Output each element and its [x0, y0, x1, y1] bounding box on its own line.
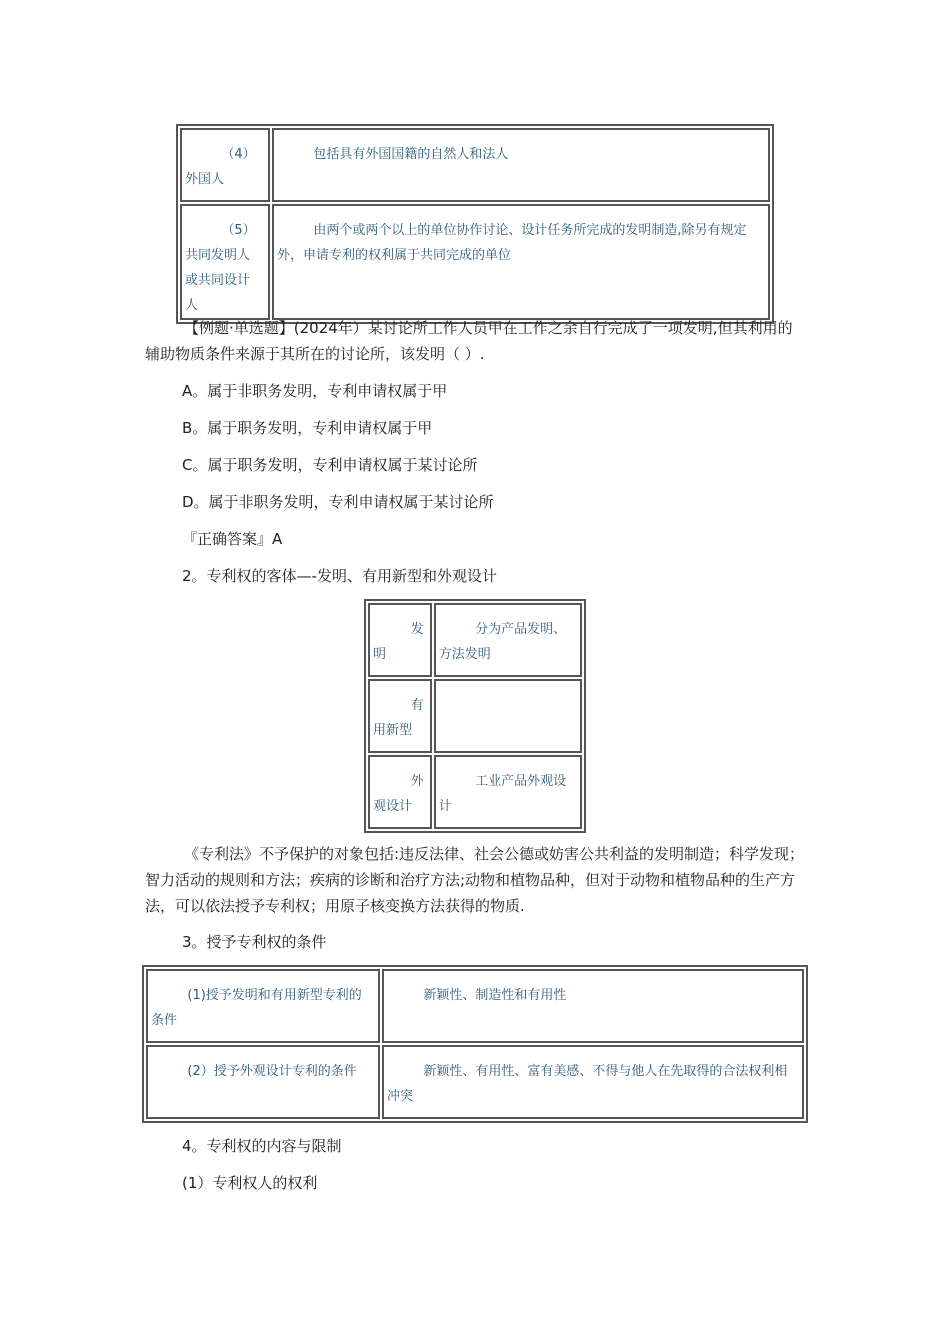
row-description — [434, 679, 582, 753]
row-label: (2）授予外观设计专利的条件 — [146, 1045, 380, 1119]
option-a: A。属于非职务发明，专利申请权属于甲 — [182, 382, 448, 400]
row-label: 外观设计 — [368, 755, 432, 829]
row-label: 有用新型 — [368, 679, 432, 753]
table-row — [180, 204, 770, 320]
question-stem: 【例题·单选题】(2024年）某讨论所工作人员甲在工作之余自行完成了一项发明,但其利用的辅助物质条件来源于其所在的讨论所，该发明（ ）. — [145, 319, 793, 363]
option-d: D。属于非职务发明，专利申请权属于某讨论所 — [182, 493, 494, 511]
table-row — [180, 128, 770, 202]
row-description: 由两个或两个以上的单位协作讨论、设计任务所完成的发明制造,除另有规定外，申请专利的权利属于共同完成的单位 — [272, 204, 770, 320]
section2-heading: 2。专利权的客体—-发明、有用新型和外观设计 — [182, 567, 497, 585]
row-description: 新颖性、制造性和有用性 — [382, 969, 804, 1043]
table-row — [368, 755, 582, 829]
row-description: 工业产品外观设计 — [434, 755, 582, 829]
row-description: 包括具有外国国籍的自然人和法人 — [272, 128, 770, 202]
row-label: 发明 — [368, 603, 432, 677]
table-row — [368, 679, 582, 753]
row-label: （5）共同发明人或共同设计人 — [180, 204, 270, 320]
option-b: B。属于职务发明，专利申请权属于甲 — [182, 419, 433, 437]
row-description: 新颖性、有用性、富有美感、不得与他人在先取得的合法权利相冲突 — [382, 1045, 804, 1119]
table-row — [368, 603, 582, 677]
row-description: 分为产品发明、方法发明 — [434, 603, 582, 677]
row-label: （4）外国人 — [180, 128, 270, 202]
grant-conditions-table — [142, 965, 808, 1123]
table-row — [146, 1045, 804, 1119]
section4-heading: 4。专利权的内容与限制 — [182, 1137, 342, 1155]
table-row — [146, 969, 804, 1043]
applicant-table — [176, 124, 774, 324]
answer: 『正确答案』A — [182, 530, 283, 548]
patent-object-table — [364, 599, 586, 833]
section3-heading: 3。授予专利权的条件 — [182, 933, 327, 951]
section4-subheading: (1）专利权人的权利 — [182, 1174, 318, 1192]
row-label: (1)授予发明和有用新型专利的条件 — [146, 969, 380, 1043]
option-c: C。属于职务发明，专利申请权属于某讨论所 — [182, 456, 478, 474]
exclusions-note: 《专利法》不予保护的对象包括:违反法律、社会公德或妨害公共利益的发明制造；科学发现；智力活动的规则和方法；疾病的诊断和治疗方法;动物和植物品种，但对于动物和植物品种的生产方法，可以依法授予专利权；用原子核变换方法获得的物质. — [145, 845, 805, 915]
